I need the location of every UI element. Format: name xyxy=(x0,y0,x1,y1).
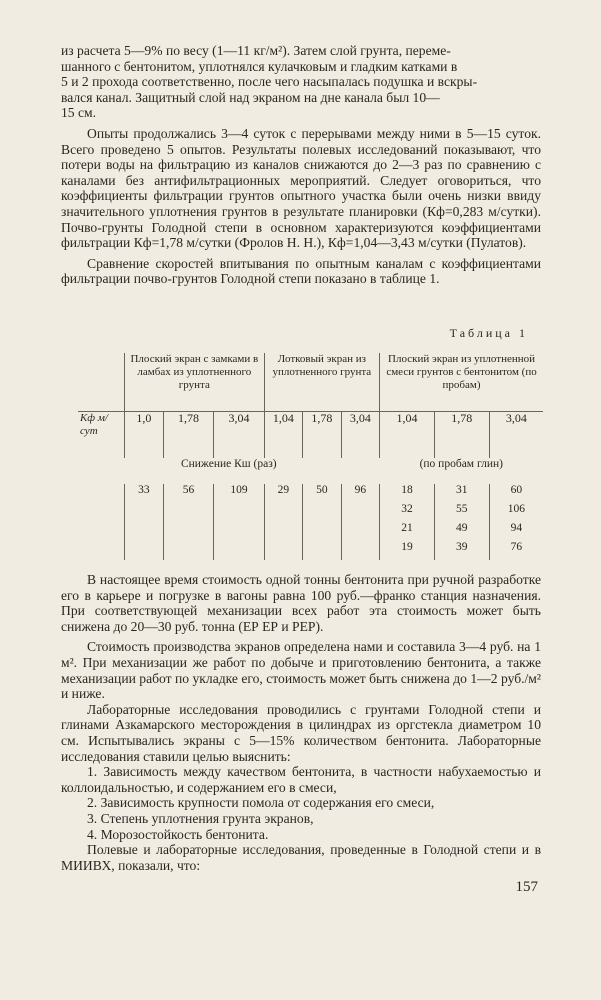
table-cell xyxy=(78,522,125,541)
table-row xyxy=(78,484,543,503)
table-cell: 76 xyxy=(489,541,543,560)
list-item: 1. Зависимость между качеством бентонита, в частности набухаемостью и коллоидальностью, и содержанием его в смеси, xyxy=(61,764,541,795)
table-cell: 32 xyxy=(380,503,435,522)
paragraph-3: Сравнение скоростей впитывания по опытным каналам с коэффициентами фильтрации почво-грунтов Голодной степи показано в таблице 1. xyxy=(61,255,541,287)
table-cell: 29 xyxy=(264,484,302,503)
table-cell: 49 xyxy=(434,522,489,541)
table-header-row xyxy=(78,353,543,412)
table-cell xyxy=(78,541,125,560)
kf-label: Кф м/сут xyxy=(80,412,108,437)
table-cell: 96 xyxy=(341,484,379,503)
paragraph-4: В настоящее время стоимость одной тонны бентонита при ручной разработке его в карьере и погрузке в вагоны равна 100 руб.—франко станция назначения. При соответствующей механизации всех работ эта стоимость может быть снижена до 20—30 руб. тонна (ЕР ЕР и РЕР). xyxy=(61,572,541,634)
list-item: 2. Зависимость крупности помола от содержания его смеси, xyxy=(87,795,435,811)
table-cell xyxy=(163,522,213,541)
table-cell xyxy=(264,522,302,541)
table-cell: 1,0 xyxy=(125,412,164,459)
header-flat-screen-locks: Плоский экран с замками в ламбах из уплотненного грунта xyxy=(125,353,265,412)
table-cell xyxy=(303,522,341,541)
page-number: 157 xyxy=(515,879,538,895)
table-cell xyxy=(341,503,379,522)
table-cell: 1,78 xyxy=(434,412,489,459)
paragraph-6: Лабораторные исследования проводились с грунтами Голодной степи и глинами Азкамарского месторождения в цилиндрах из оргстекла диаметром 10 см. Испытывались экраны с 5—15% количеством бентонита. Лабораторные исследования ставили целью выяснить: xyxy=(61,701,541,764)
paragraph-1-line: вался канал. Защитный слой над экраном на дне канала был 10— xyxy=(61,89,440,105)
paragraph-1-line: из расчета 5—9% по весу (1—11 кг/м²). Затем слой грунта, переме- xyxy=(61,43,451,58)
table-cell xyxy=(78,484,125,503)
table-cell: 1,78 xyxy=(163,412,213,459)
reduction-label: Снижение Кш (раз) xyxy=(180,458,277,470)
table-cell xyxy=(125,503,164,522)
table-cell xyxy=(78,503,125,522)
table-cell xyxy=(264,503,302,522)
table-cell: 18 xyxy=(380,484,435,503)
table-row-kf xyxy=(78,412,543,459)
table-cell xyxy=(341,541,379,560)
list-item: 3. Степень уплотнения грунта экранов, xyxy=(87,810,314,826)
table-cell: 21 xyxy=(380,522,435,541)
table-cell: 60 xyxy=(489,484,543,503)
paragraph-1-line: 15 см. xyxy=(61,105,97,121)
table-cell: 1,04 xyxy=(264,412,302,459)
table-cell: 33 xyxy=(125,484,164,503)
header-blank xyxy=(78,353,125,412)
table-cell xyxy=(163,503,213,522)
table-cell xyxy=(303,541,341,560)
table-cell: 1,78 xyxy=(303,412,341,459)
table-cell: 3,04 xyxy=(214,412,264,459)
table-cell xyxy=(214,541,264,560)
paragraph-5: Стоимость производства экранов определена нами и составила 3—4 руб. на 1 м². При механизации же работ по добыче и приготовлению бентонита, а также механизации работ по укладке его, стоимость может быть снижена до 1—2 руб./м² и ниже. xyxy=(61,639,541,702)
header-trough-screen: Лотковый экран из уплотненного грунта xyxy=(264,353,379,412)
table-cell xyxy=(163,541,213,560)
table-cell: 3,04 xyxy=(489,412,543,459)
table-row xyxy=(78,522,543,541)
table-cell xyxy=(303,503,341,522)
header-flat-screen-bentonite: Плоский экран из уплотненной смеси грунтов с бентонитом (по пробам) xyxy=(380,353,543,412)
by-clay-samples-label: (по пробам глин) xyxy=(419,458,503,470)
data-table xyxy=(78,353,543,560)
paragraph-2: Опыты продолжались 3—4 суток с перерывами между ними в 5—15 суток. Всего проведено 5 опытов. Результаты полевых исследований показывают, что потери воды на фильтрацию из каналов снижаются до 2—3 раз по сравнению с каналами без антифильтрационных мероприятий. Следует оговориться, что коэффициенты фильтрации грунтов опытного участка были очень низки ввиду значительного уплотнения грунтов в результате планировки (Кф=0,283 м/сутки). Почво-грунты Голодной степи в основном характеризуются коэффициентами фильтрации Кф=1,78 м/сутки (Фролов Н. Н.), Кф=1,04—3,43 м/сутки (Пулатов). xyxy=(61,125,541,251)
list-item: 4. Морозостойкость бентонита. xyxy=(87,826,269,842)
table-row xyxy=(78,503,543,522)
table-cell: 94 xyxy=(489,522,543,541)
table-cell: 39 xyxy=(434,541,489,560)
paragraph-7: Полевые и лабораторные исследования, проведенные в Голодной степи и в МИИВХ, показали, что: xyxy=(61,842,541,873)
table-cell xyxy=(341,522,379,541)
table-cell: 50 xyxy=(303,484,341,503)
table-cell: 56 xyxy=(163,484,213,503)
table-cell xyxy=(214,503,264,522)
paragraph-1-line: шанного с бентонитом, уплотнялся кулачковым и гладким катками в xyxy=(61,58,458,74)
text-block-top xyxy=(61,43,541,287)
table-cell xyxy=(125,522,164,541)
table-cell: 106 xyxy=(489,503,543,522)
paragraph-1-line: 5 и 2 прохода соответственно, после чего насыпалась подушка и вскры- xyxy=(61,74,478,90)
text-block-bottom xyxy=(61,572,541,873)
table-cell xyxy=(125,541,164,560)
table-cell: 109 xyxy=(214,484,264,503)
table-row xyxy=(78,541,543,560)
table-cell: 19 xyxy=(380,541,435,560)
table-cell: 55 xyxy=(434,503,489,522)
table-subheader-row xyxy=(78,458,543,484)
table-cell: 31 xyxy=(434,484,489,503)
table-cell xyxy=(264,541,302,560)
table-cell: 3,04 xyxy=(341,412,379,459)
table-cell: 1,04 xyxy=(380,412,435,459)
table-cell xyxy=(214,522,264,541)
table-caption: Таблица 1 xyxy=(449,326,528,340)
